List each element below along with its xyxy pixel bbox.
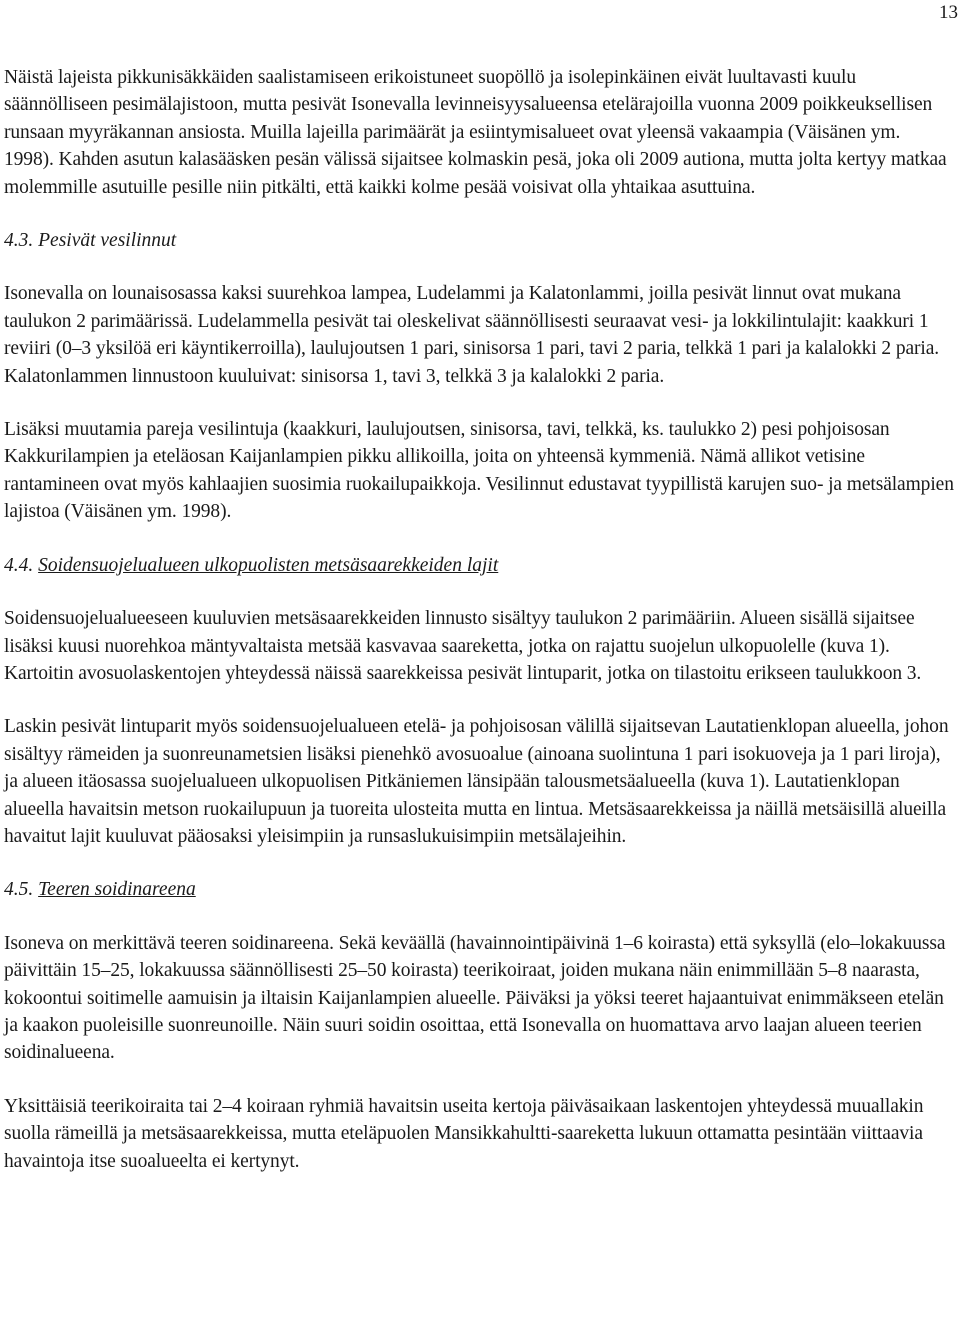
- paragraph: Isonevalla on lounaisosassa kaksi suurehkoa lampea, Ludelammi ja Kalatonlammi, joilla pesivät linnut ovat mukana taulukon 2 parimäärissä. Ludelammella pesivät tai oleskelivat säännöllisesti seuraavat vesi- ja lokkilintulajit: kaakkuri 1 reviiri (0–3 yksilöä eri käyntikerroilla), laulujoutsen 1 pari, sinisorsa 1 pari, tavi 2 paria, telkkä 1 pari ja kalalokki 2 paria. Kalatonlammen linnustoon kuuluivat: sinisorsa 1, tavi 3, telkkä 3 ja kalalokki 2 paria.: [4, 283, 940, 387]
- paragraph: Laskin pesivät lintuparit myös soidensuojelualueen etelä- ja pohjoisosan välillä sijaitsevan Lautatienklopan alueella, johon sisältyy rämeiden ja suonreunametsien lisäksi pienehkö avosuoalue (ainoana suolintuna 1 pari isokuoveja ja 1 pari liroja), ja alueen itäosassa suojelualueen ulkopuolisen Pitkäniemen länsipään talousmetsäalueella (kuva 1). Lautatienklopan alueella havaitsin metson ruokailupuun ja tuoreita ulosteita mutta en lintua. Metsäsaarekkeissa ja näillä metsäisillä alueilla havaitut lajit kuuluvat pääosaksi yleisimpiin ja runsaslukuisimpiin metsälajeihin.: [4, 716, 949, 847]
- section-heading: [4, 227, 954, 254]
- section-number: 4.3.: [4, 230, 34, 252]
- paragraph: Soidensuojelualueeseen kuuluvien metsäsaarekkeiden linnusto sisältyy taulukon 2 parimääriin. Alueen sisällä sijaitsee lisäksi kuusi nuorehkoa mäntyvaltaista metsää kasvavaa saareketta, jotka on rajattu suojelun ulkopuolelle (kuva 1). Kartoitin avosuolaskentojen yhteydessä näissä saarekkeissa pesivät lintuparit, jotka on tilastoitu erikseen taulukkoon 3.: [4, 608, 922, 684]
- paragraph: Yksittäisiä teerikoiraita tai 2–4 koiraan ryhmiä havaitsin useita kertoja päiväsaikaan laskentojen yhteydessä muuallakin suolla rämeillä ja metsäsaarekkeissa, mutta eteläpuolen Mansikkahultti-saareketta lukuun ottamatta pesintään viittaavia havaintoja itse suoalueelta ei kertynyt.: [4, 1095, 924, 1172]
- paragraph: Näistä lajeista pikkunisäkkäiden saalistamiseen erikoistuneet suopöllö ja isolepinkäinen eivät luultavasti kuulu säännölliseen pesimälajistoon, mutta pesivät Isonevalla levinneisyysalueensa etelärajoilla vuonna 2009 poikkeuksellisen runsaan myyräkannan ansiosta. Muilla lajeilla parimäärät ja esiintymisalueet ovat yleensä vakaampia (Väisänen ym. 1998). Kahden asutun kalasääsken pesän välissä sijaitsee kolmaskin pesä, joka oli 2009 autiona, mutta jolta kertyy matkaa molemmille asutuille pesille niin pitkälti, että kaikki kolme pesää voisivat olla yhtaikaa asuttuina.: [4, 67, 947, 198]
- section-title: Soidensuojelualueen ulkopuolisten metsäsaarekkeiden lajit: [38, 554, 499, 576]
- page-number: 13: [939, 2, 958, 23]
- paragraph: Lisäksi muutamia pareja vesilintuja (kaakkuri, laulujoutsen, sinisorsa, tavi, telkkä, ks. taulukko 2) pesi pohjoisosan Kakkurilampien ja eteläosan Kaijanlampien pikku allikoilla, joita on yhteensä kymmeniä. Nämä allikot vetisine rantamineen ovat myös kahlaajien suosimia ruokailupaikkoja. Vesilinnut edustavat tyypillistä karujen suo- ja metsälampien lajistoa (Väisänen ym. 1998).: [4, 419, 954, 523]
- section-number: 4.4.: [4, 554, 34, 576]
- section-title: Pesivät vesilinnut: [38, 230, 177, 252]
- section-heading: [4, 876, 954, 903]
- paragraph: Isoneva on merkittävä teeren soidinareena. Sekä keväällä (havainnointipäivinä 1–6 koirasta) että syksyllä (elo–lokakuussa päivittäin 15–25, lokakuussa säännöllisesti 25–50 koirasta) teerikoiraat, joiden mukana näin enimmillään 5–8 naarasta, kokoontui soitimelle aamuisin ja iltaisin Kaijanlampien alueelle. Päiväksi ja yöksi teeret hajaantuivat enimmäkseen etelän ja kaakon puoleisille suonreunoille. Näin suuri soidin osoittaa, että Isonevalla on huomattava arvo laajan alueen teerien soidinalueena.: [4, 932, 946, 1064]
- section-heading: [4, 552, 954, 579]
- section-title: Teeren soidinareena: [38, 879, 196, 901]
- section-number: 4.5.: [4, 879, 34, 901]
- document-body: [4, 64, 954, 1175]
